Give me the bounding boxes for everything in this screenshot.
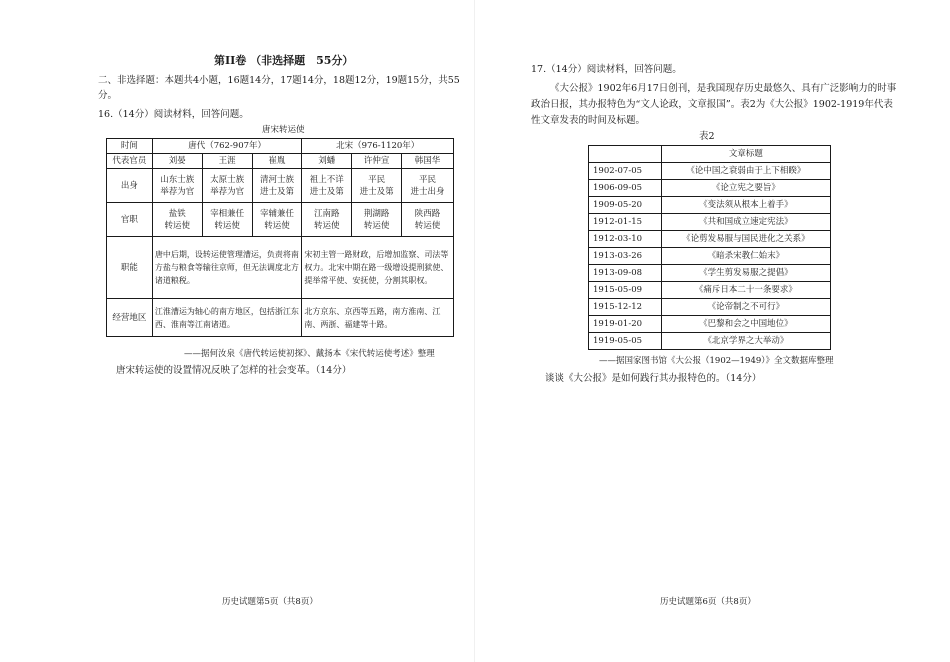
- header-time: 时间: [107, 139, 153, 154]
- post-cell: 宰相兼任 转运使: [202, 203, 252, 237]
- tang-song-table: [106, 138, 454, 337]
- function-tang: 唐中后期，设转运使管理漕运，负责将南方盐与粮食等输往京师，但无法调度北方诸道粮税。: [152, 237, 302, 299]
- official-cell: 刘蟠: [302, 154, 352, 169]
- row-label-area: 经营地区: [107, 299, 153, 337]
- area-tang: 江淮漕运为轴心的南方地区，包括浙江东西、淮南等江南诸道。: [152, 299, 302, 337]
- table-row: 1913-09-08 《学生剪发易服之提倡》: [589, 265, 831, 282]
- origin-cell: 祖上不详 进士及第: [302, 169, 352, 203]
- post-cell: 盐铁 转运使: [152, 203, 202, 237]
- row-label-origin: 出身: [107, 169, 153, 203]
- table-row: 1915-05-09 《痛斥日本二十一条要求》: [589, 282, 831, 299]
- source-note-2: ——据国家图书馆《大公报（1902—1949）》全文数据库整理: [599, 356, 834, 366]
- row-label-officials: 代表官员: [107, 154, 153, 169]
- post-cell: 荆湖路 转运使: [352, 203, 402, 237]
- header-title: 文章标题: [661, 146, 830, 163]
- source-note: ——据何汝泉《唐代转运使初探》、戴扬本《宋代转运使考述》整理: [184, 349, 435, 359]
- official-cell: 许仲宣: [352, 154, 402, 169]
- right-page: [475, 0, 950, 662]
- function-song: 宋初主管一路财政，后增加监察、司法等权力。北宋中期在路一级增设提刑狱使、提举常平使、安抚使，分割其职权。: [302, 237, 454, 299]
- origin-cell: 山东士族 举荐为官: [152, 169, 202, 203]
- articles-table: [588, 145, 831, 350]
- official-cell: 王涯: [202, 154, 252, 169]
- post-cell: 江南路 转运使: [302, 203, 352, 237]
- official-cell: 韩国华: [402, 154, 454, 169]
- post-cell: 陕西路 转运使: [402, 203, 454, 237]
- instructions-line-1: 二、非选择题：本题共4小题，16题14分，17题14分，18题12分，19题15分，共55: [98, 75, 460, 86]
- table-row: 1902-07-05 《论中国之衰弱由于上下相睽》: [589, 163, 831, 180]
- header-tang: 唐代（762-907年）: [152, 139, 302, 154]
- question-16-intro: 16.（14分）阅读材料，回答问题。: [98, 109, 249, 120]
- section-title: 第II卷 （非选择题 55分）: [214, 54, 354, 67]
- origin-cell: 太原士族 举荐为官: [202, 169, 252, 203]
- table-row: 1912-01-15 《共和国成立速定宪法》: [589, 214, 831, 231]
- question-17: 谈谈《大公报》是如何践行其办报特色的。（14分）: [545, 373, 762, 384]
- question-17-intro: 17.（14分）阅读材料，回答问题。: [531, 64, 682, 75]
- instructions-line-2: 分。: [98, 90, 118, 101]
- page-footer-5: 历史试题第5页（共8页）: [222, 597, 318, 607]
- page-footer-6: 历史试题第6页（共8页）: [660, 597, 756, 607]
- header-date: [589, 146, 662, 163]
- row-label-function: 职能: [107, 237, 153, 299]
- question-16: 唐宋转运使的设置情况反映了怎样的社会变革。（14分）: [116, 365, 352, 376]
- table-title: 唐宋转运使: [262, 125, 305, 135]
- header-song: 北宋（976-1120年）: [302, 139, 454, 154]
- official-cell: 崔胤: [252, 154, 302, 169]
- table-2-title: 表2: [699, 131, 715, 142]
- origin-cell: 清河士族 进士及第: [252, 169, 302, 203]
- material-paragraph: 《大公报》1902年6月17日创刊，是我国现存历史最悠久、具有广泛影响力的时事政治日报，其办报特色为“文人论政，文章报国”。表2为《大公报》1902-1919年代表性文章发表的时间及标题。: [531, 83, 897, 126]
- table-row: 1913-03-26 《暗杀宋教仁始末》: [589, 248, 831, 265]
- origin-cell: 平民 进士出身: [402, 169, 454, 203]
- table-row: 1915-12-12 《论帝制之不可行》: [589, 299, 831, 316]
- table-row: 1919-05-05 《北京学界之大举动》: [589, 333, 831, 350]
- table-row: 1909-05-20 《变法须从根本上着手》: [589, 197, 831, 214]
- table-row: 1906-09-05 《论立宪之要旨》: [589, 180, 831, 197]
- table-row: 1912-03-10 《论剪发易服与国民进化之关系》: [589, 231, 831, 248]
- post-cell: 宰辅兼任 转运使: [252, 203, 302, 237]
- table-row: 1919-01-20 《巴黎和会之中国地位》: [589, 316, 831, 333]
- official-cell: 刘晏: [152, 154, 202, 169]
- origin-cell: 平民 进士及第: [352, 169, 402, 203]
- row-label-post: 官职: [107, 203, 153, 237]
- area-song: 北方京东、京西等五路，南方淮南、江南、两浙、福建等十路。: [302, 299, 454, 337]
